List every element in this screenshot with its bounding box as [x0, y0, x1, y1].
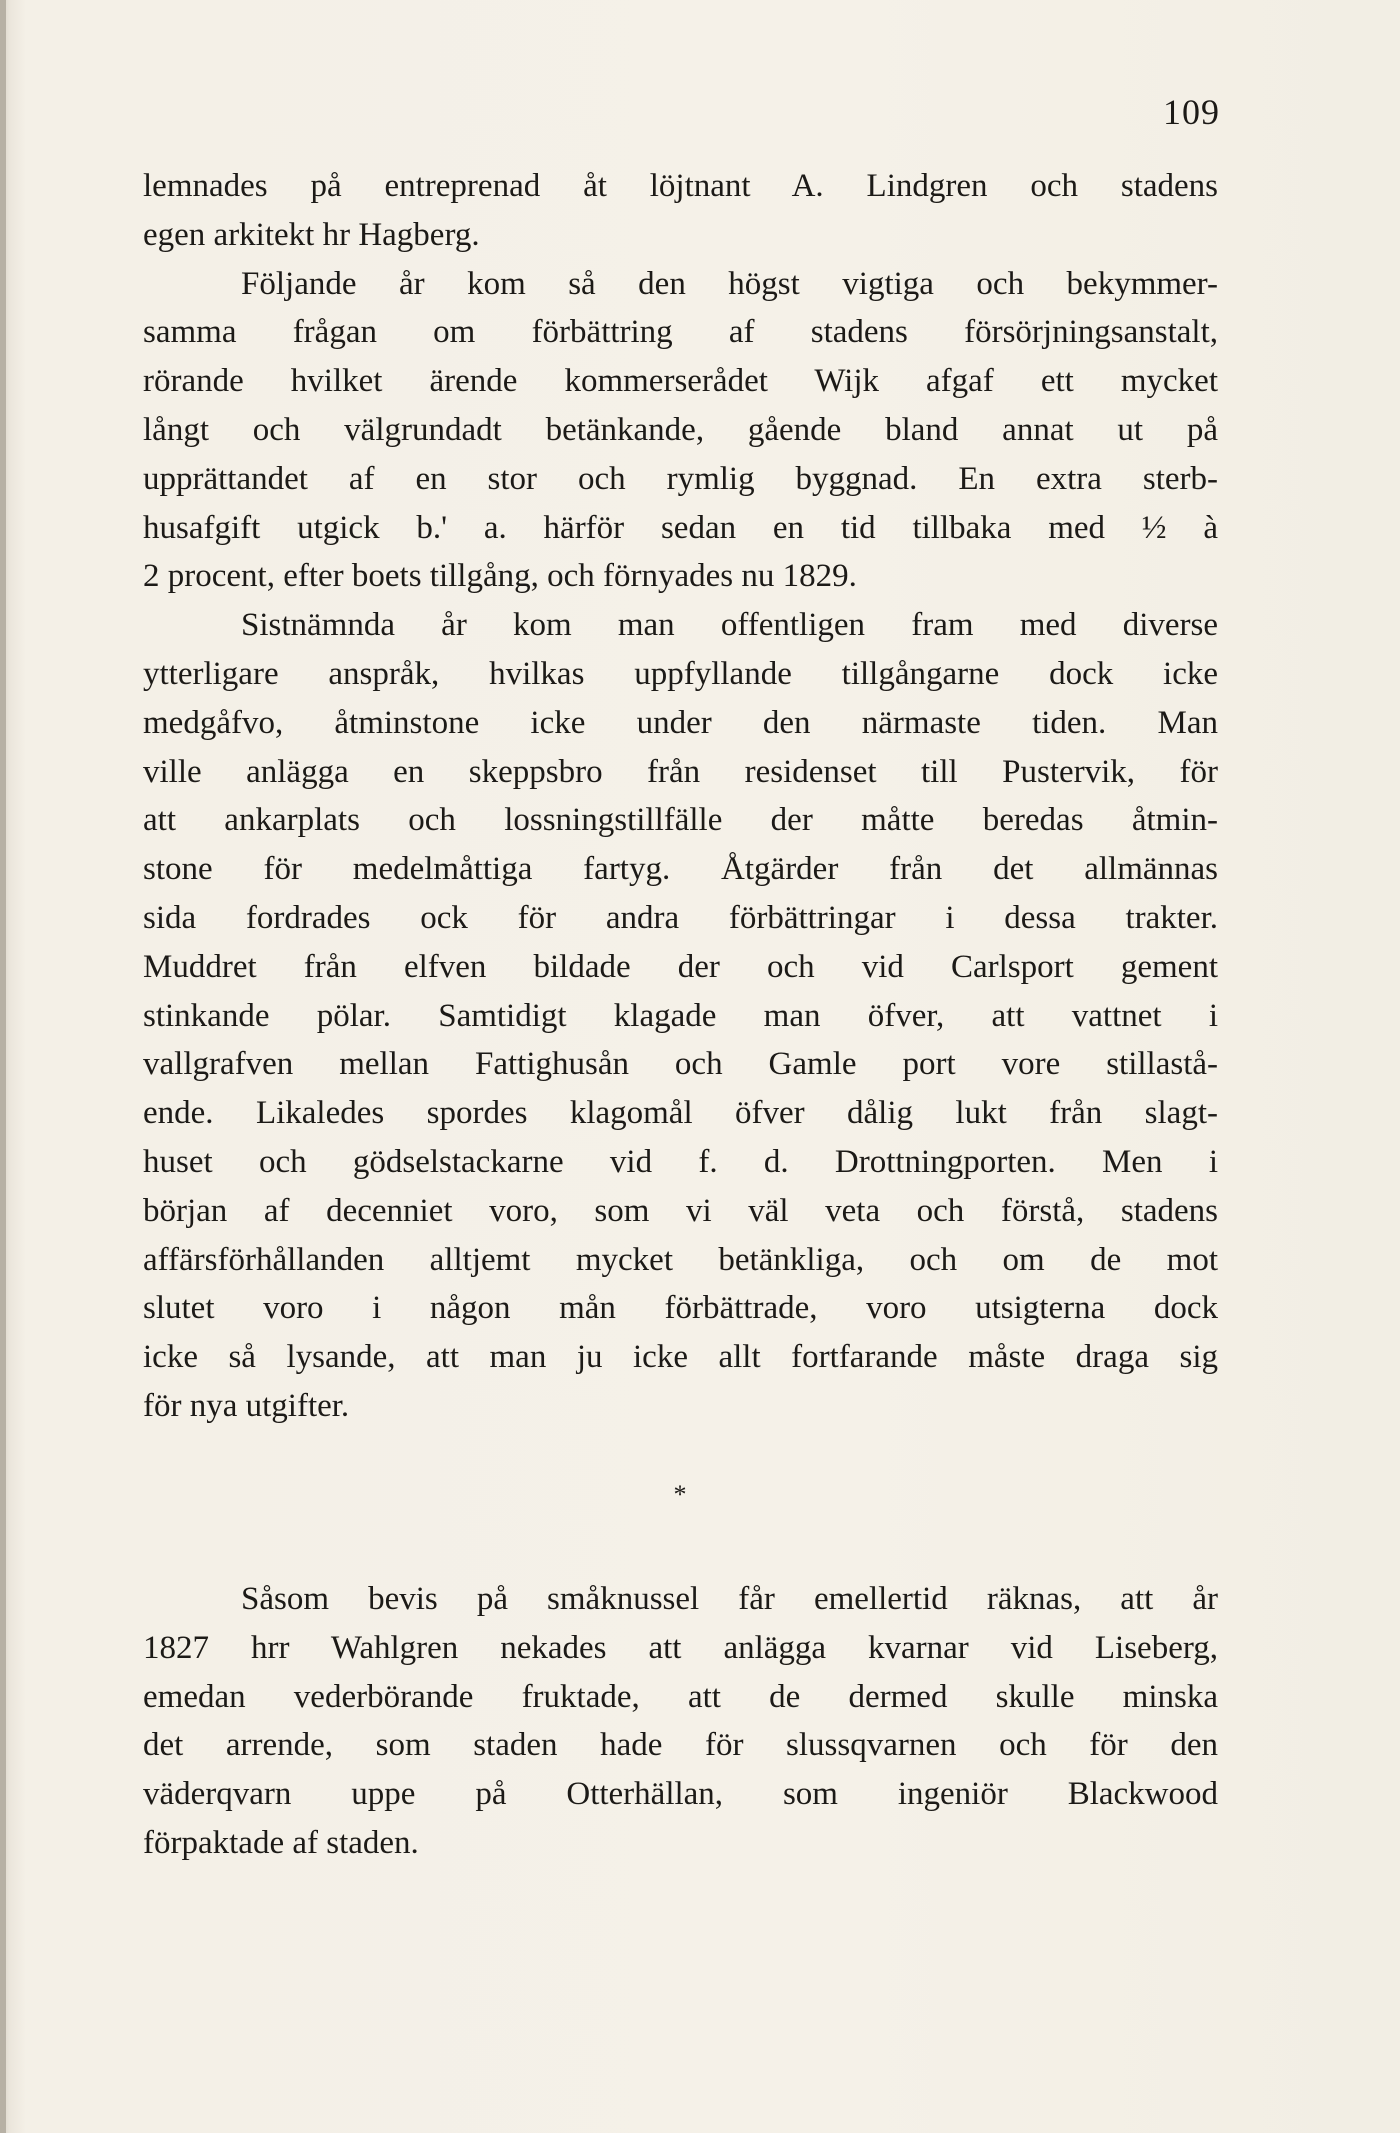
text-line: Sistnämnda år kom man offentligen fram med diverse: [241, 607, 1218, 644]
text-line: väderqvarn uppe på Otterhällan, som ingeniör Blackwood: [143, 1776, 1218, 1813]
text-line: samma frågan om förbättring af stadens försörjningsanstalt,: [143, 314, 1218, 351]
text-line: förpaktade af staden.: [143, 1824, 419, 1861]
text-line: stinkande pölar. Samtidigt klagade man öfver, att vattnet i: [143, 997, 1218, 1034]
text-line: huset och gödselstackarne vid f. d. Drottningporten. Men i: [143, 1143, 1218, 1180]
text-line: 2 procent, efter boets tillgång, och förnyades nu 1829.: [143, 558, 857, 595]
text-line: ende. Likaledes spordes klagomål öfver dålig lukt från slagt-: [143, 1095, 1218, 1132]
text-line: Muddret från elfven bildade der och vid Carlsport gement: [143, 948, 1218, 985]
text-line: för nya utgifter.: [143, 1387, 350, 1424]
text-line: stone för medelmåttiga fartyg. Åtgärder från det allmännas: [143, 851, 1218, 888]
text-line: 1827 hrr Wahlgren nekades att anlägga kvarnar vid Liseberg,: [143, 1629, 1218, 1666]
text-line: Följande år kom så den högst vigtiga och bekymmer-: [241, 265, 1218, 302]
text-line: långt och välgrundadt betänkande, gående bland annat ut på: [143, 411, 1218, 448]
text-line: ytterligare anspråk, hvilkas uppfyllande tillgångarne dock icke: [143, 655, 1218, 692]
text-line: upprättandet af en stor och rymlig byggnad. En extra sterb-: [143, 460, 1218, 497]
text-line: Såsom bevis på småknussel får emellertid räknas, att år: [241, 1581, 1218, 1617]
second-text-block: [143, 1575, 1218, 1868]
text-line: början af decenniet voro, som vi väl veta och förstå, stadens: [143, 1192, 1218, 1229]
text-line: emedan vederbörande fruktade, att de dermed skulle minska: [143, 1678, 1218, 1715]
text-line: ville anlägga en skeppsbro från residenset till Pustervik, för: [143, 753, 1218, 790]
text-line: sida fordrades ock för andra förbättringar i dessa trakter.: [143, 899, 1218, 936]
section-separator-asterisk: *: [673, 1480, 687, 1509]
main-text-block: [143, 162, 1218, 1431]
text-line: egen arkitekt hr Hagberg.: [143, 216, 480, 253]
text-line: affärsförhållanden alltjemt mycket betänkliga, och om de mot: [143, 1241, 1218, 1278]
text-line: medgåfvo, åtminstone icke under den närmaste tiden. Man: [143, 704, 1218, 741]
page-spine-shadow: [0, 0, 6, 2133]
text-line: vallgrafven mellan Fattighusån och Gamle port vore stillastå-: [143, 1046, 1218, 1083]
text-line: det arrende, som staden hade för slussqvarnen och för den: [143, 1727, 1218, 1764]
text-line: husafgift utgick b.' a. härför sedan en tid tillbaka med ½ à: [143, 509, 1218, 546]
text-line: slutet voro i någon mån förbättrade, voro utsigterna dock: [143, 1290, 1218, 1327]
text-line: lemnades på entreprenad åt löjtnant A. Lindgren och stadens: [143, 168, 1218, 204]
text-line: icke så lysande, att man ju icke allt fortfarande måste draga sig: [143, 1339, 1218, 1376]
page-number: 109: [1163, 92, 1220, 132]
text-line: rörande hvilket ärende kommerserådet Wijk afgaf ett mycket: [143, 363, 1218, 400]
text-line: att ankarplats och lossningstillfälle der måtte beredas åtmin-: [143, 802, 1218, 839]
